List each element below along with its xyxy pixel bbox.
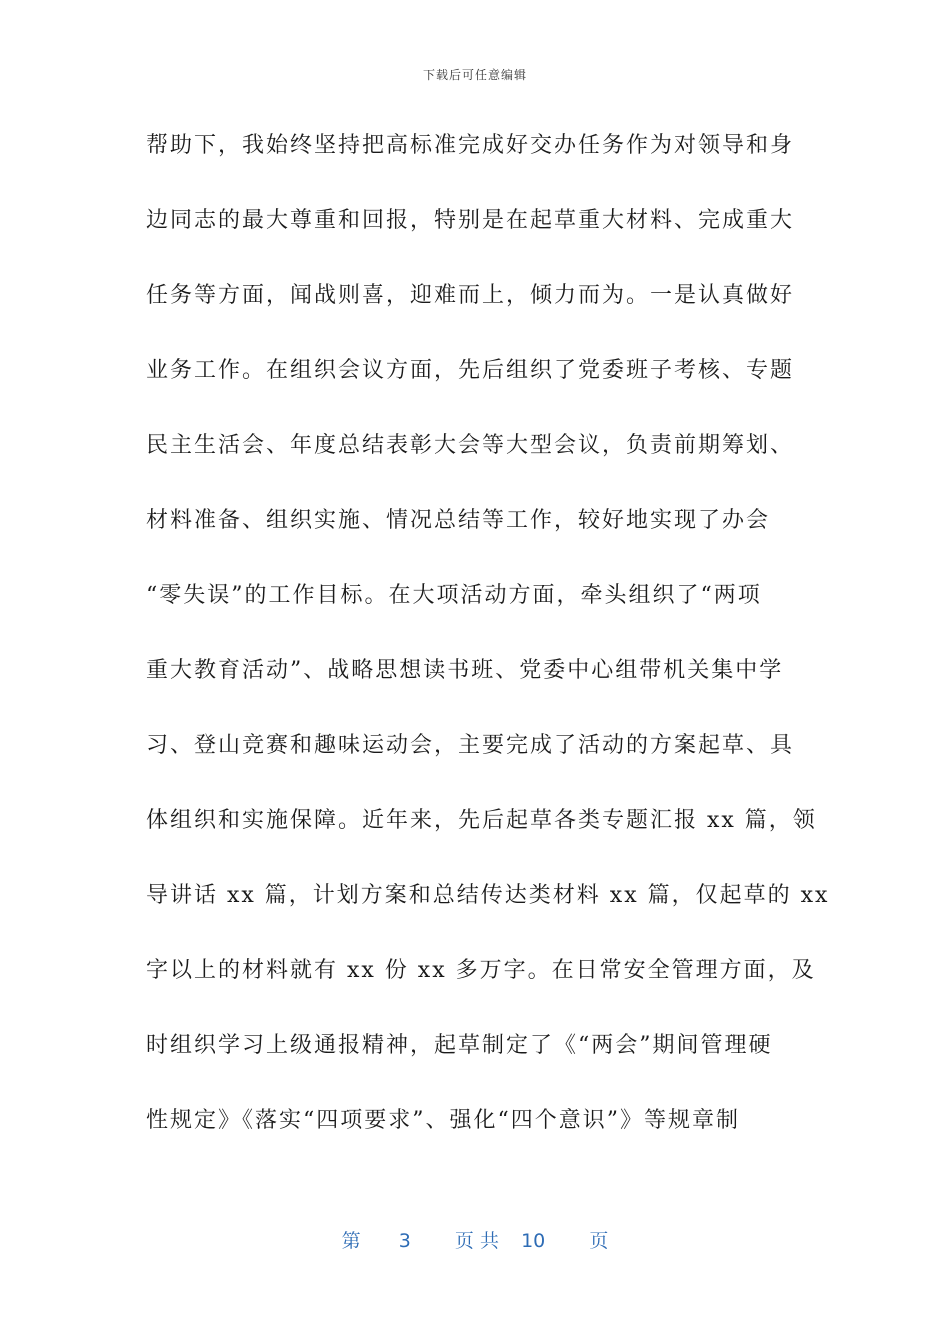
page-number-footer [0, 1226, 950, 1253]
text-line: 业务工作。在组织会议方面，先后组织了党委班子考核、专题 [146, 358, 795, 383]
text-line: 时组织学习上级通报精神，起草制定了《“两会”期间管理硬 [146, 1033, 773, 1058]
text-line: “零失误”的工作目标。在大项活动方面，牵头组织了“两项 [146, 583, 762, 608]
document-body [146, 124, 830, 1174]
page-header-note: 下载后可任意编辑 [422, 68, 527, 82]
text-line: 字以上的材料就有 xx 份 xx 多万字。在日常安全管理方面，及 [146, 958, 816, 983]
footer-middle: 页 共 [454, 1230, 499, 1252]
current-page-number: 3 [398, 1230, 411, 1252]
text-line: 民主生活会、年度总结表彰大会等大型会议，负责前期筹划、 [146, 433, 795, 458]
text-line: 习、登山竞赛和趣味运动会，主要完成了活动的方案起草、具 [146, 733, 795, 758]
total-pages-number: 10 [521, 1230, 546, 1252]
text-line: 性规定》《落实“四项要求”、强化“四个意识”》等规章制 [146, 1108, 740, 1133]
text-line: 帮助下，我始终坚持把高标准完成好交办任务作为对领导和身 [146, 133, 795, 158]
footer-suffix: 页 [589, 1230, 609, 1252]
text-line: 任务等方面，闻战则喜，迎难而上，倾力而为。一是认真做好 [146, 283, 795, 308]
text-line: 体组织和实施保障。近年来，先后起草各类专题汇报 xx 篇，领 [146, 808, 817, 833]
text-line: 导讲话 xx 篇，计划方案和总结传达类材料 xx 篇，仅起草的 xx [146, 883, 830, 908]
footer-prefix: 第 [341, 1230, 361, 1252]
text-line: 材料准备、组织实施、情况总结等工作，较好地实现了办会 [146, 508, 771, 533]
text-line: 边同志的最大尊重和回报，特别是在起草重大材料、完成重大 [146, 208, 795, 233]
text-line: 重大教育活动”、战略思想读书班、党委中心组带机关集中学 [146, 658, 784, 683]
